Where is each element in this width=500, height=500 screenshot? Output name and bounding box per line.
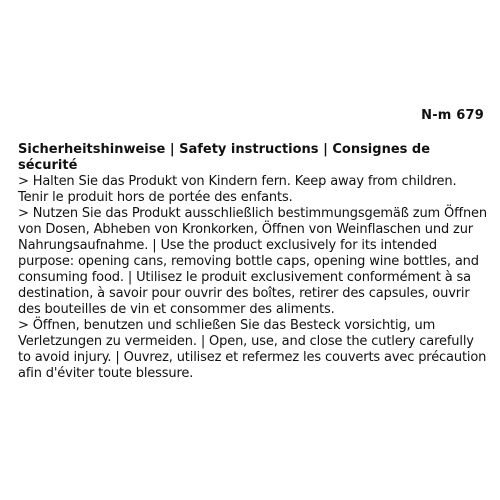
instruction-item-children: > Halten Sie das Produkt von Kindern fern. Keep away from children. Tenir le produit hors de portée des enfants.: [18, 174, 457, 205]
document-code: N-m 679: [421, 108, 484, 123]
safety-heading: Sicherheitshinweise | Safety instructions | Consignes de sécurité: [18, 142, 431, 173]
instruction-item-careful-handling: > Öffnen, benutzen und schließen Sie das Besteck vorsichtig, um Verletzungen zu vermeiden. | Open, use, and close the cutlery carefully to avoid injury. | Ouvrez, utilisez et refermez les couverts avec précaution afin d'éviter toute blessure.: [18, 318, 487, 381]
instruction-item-intended-use: > Nutzen Sie das Produkt ausschließlich bestimmungsgemäß zum Öffnen von Dosen, Abheben von Kronkorken, Öffnen von Weinflaschen und zur Nahrungsaufnahme. | Use the product exclusively for its intended purpose: opening cans, removing bottle caps, opening wine bottles, and consuming food. | Utilisez le produit exclusivement conformément à sa destination, à savoir pour ouvrir des boîtes, retirer des capsules, ouvrir des bouteilles de vin et consommer des aliments.: [18, 206, 487, 317]
safety-instructions: [18, 142, 488, 382]
